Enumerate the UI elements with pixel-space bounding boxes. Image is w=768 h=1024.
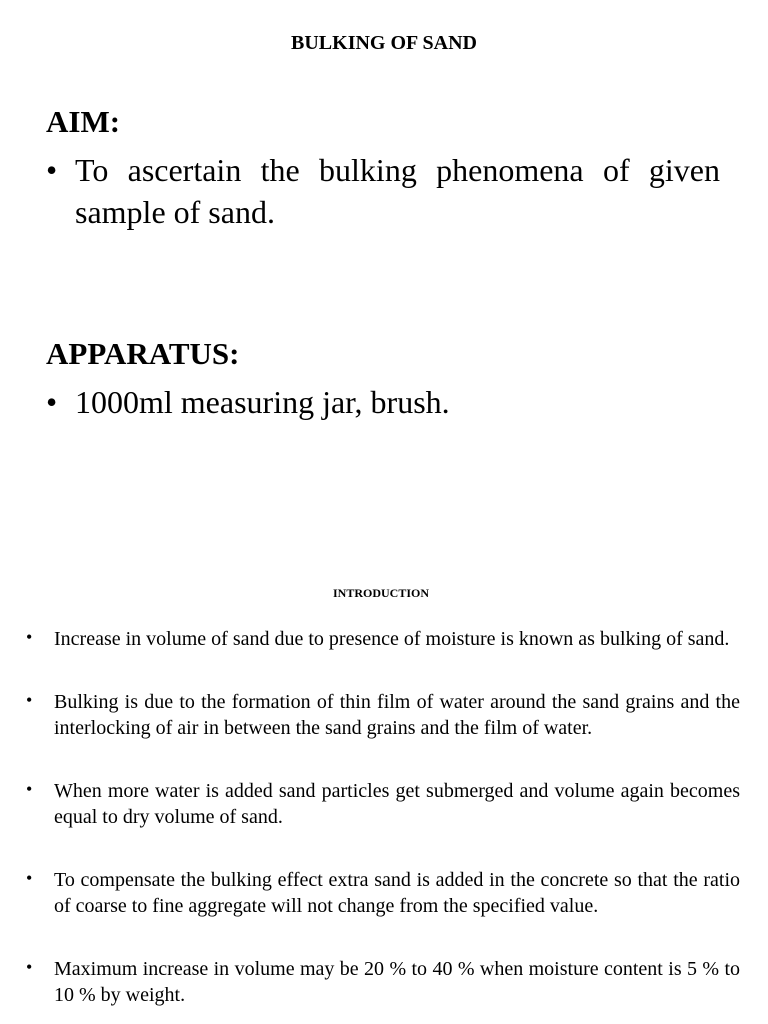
- bullet-icon: •: [26, 690, 33, 710]
- introduction-item-text: Maximum increase in volume may be 20 % to 40 % when moisture content is 5 % to 10 % by weight.: [54, 958, 740, 1006]
- introduction-heading: INTRODUCTION: [332, 586, 429, 600]
- introduction-item: [26, 689, 740, 741]
- aim-item: [46, 149, 720, 233]
- bullet-icon: •: [26, 627, 33, 647]
- bullet-icon: •: [46, 152, 58, 188]
- introduction-item-text: Bulking is due to the formation of thin film of water around the sand grains and the interlocking of air in between the sand grains and the film of water.: [54, 691, 740, 739]
- introduction-item-text: When more water is added sand particles get submerged and volume again becomes equal to dry volume of sand.: [54, 780, 740, 828]
- introduction-item-text: To compensate the bulking effect extra sand is added in the concrete so that the ratio of coarse to fine aggregate will not change from the specified value.: [54, 869, 740, 917]
- aim-list: [46, 149, 720, 233]
- bullet-icon: •: [26, 868, 33, 888]
- bullet-icon: •: [26, 779, 33, 799]
- introduction-list: [26, 626, 740, 1024]
- aim-item-text: To ascertain the bulking phenomena of given sample of sand.: [75, 152, 720, 230]
- bullet-icon: •: [26, 957, 33, 977]
- apparatus-heading: APPARATUS:: [46, 336, 240, 371]
- introduction-item: [26, 626, 740, 652]
- page-title: BULKING OF SAND: [291, 32, 477, 54]
- aim-heading: AIM:: [46, 104, 121, 139]
- apparatus-list: [46, 381, 720, 423]
- introduction-item-text: Increase in volume of sand due to presence of moisture is known as bulking of sand.: [54, 628, 730, 650]
- introduction-item: [26, 867, 740, 919]
- apparatus-item: [46, 381, 720, 423]
- apparatus-item-text: 1000ml measuring jar, brush.: [75, 384, 450, 420]
- bullet-icon: •: [46, 384, 58, 420]
- introduction-item: [26, 778, 740, 830]
- introduction-item: [26, 956, 740, 1008]
